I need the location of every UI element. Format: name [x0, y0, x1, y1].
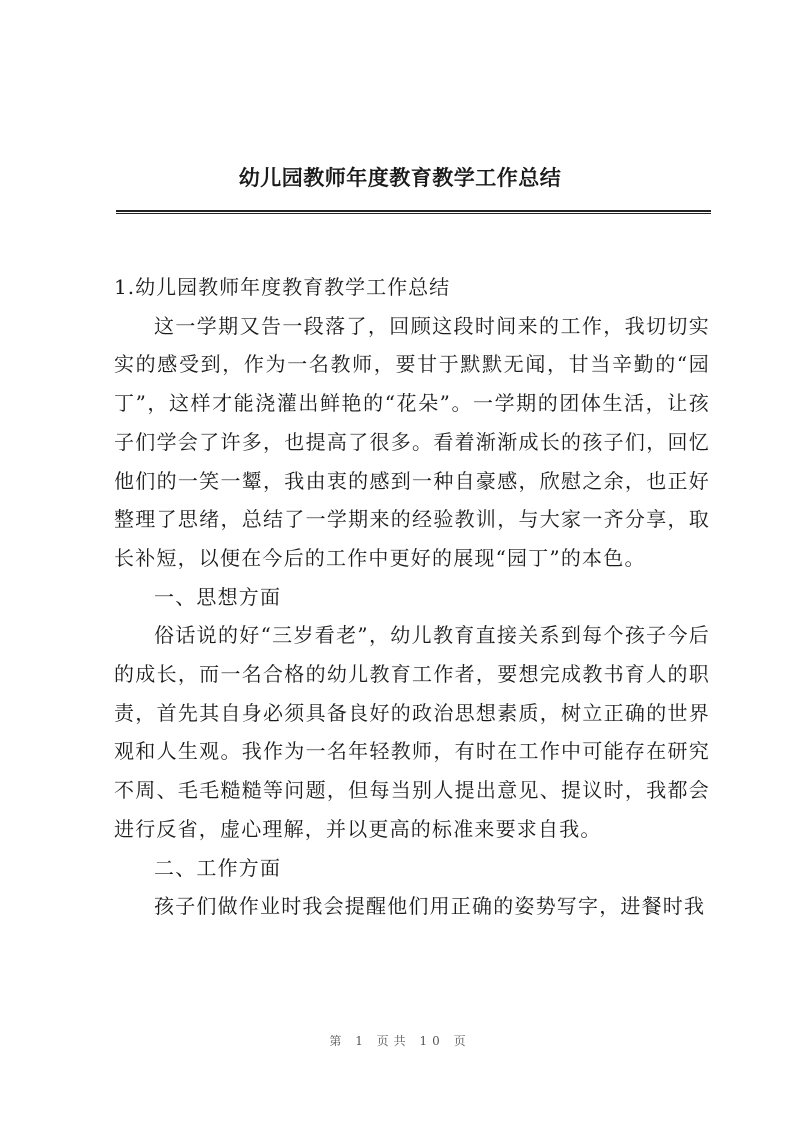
footer-label-page: 第 — [329, 1034, 347, 1048]
footer-label-of-total: 页共 — [376, 1034, 411, 1048]
document-body — [114, 268, 710, 926]
paragraph-intro: 这一学期又告一段落了，回顾这段时间来的工作，我切切实实的感受到，作为一名教师，要甘于默默无闻，甘当辛勤的“园丁”，这样才能浇灌出鲜艳的“花朵”。一学期的团体生活，让孩子们学会了许多，也提高了很多。看着渐渐成长的孩子们，回忆他们的一笑一颦，我由衷的感到一种自豪感，欣慰之余，也正好整理了思绪，总结了一学期来的经验教训，与大家一齐分享，取长补短，以便在今后的工作中更好的展现“园丁”的本色。 — [114, 313, 710, 570]
page-footer — [0, 1032, 800, 1049]
footer-total-pages: 10 — [419, 1034, 445, 1048]
title-divider — [116, 210, 711, 214]
paragraph-work: 孩子们做作业时我会提醒他们用正确的姿势写字，进餐时我 — [154, 894, 706, 919]
paragraph-thought: 俗话说的好“三岁看老”，幼儿教育直接关系到每个孩子今后的成长，而一名合格的幼儿教育工作者，要想完成教书育人的职责，首先其自身必须具备良好的政治思想素质，树立正确的世界观和人生观。我作为一名年轻教师，有时在工作中可能存在研究不周、毛毛糙糙等问题，但每当别人提出意见、提议时，我都会进行反省，虚心理解，并以更高的标准来要求自我。 — [114, 623, 710, 841]
footer-label-page-end: 页 — [453, 1034, 471, 1048]
page-title: 幼儿园教师年度教育教学工作总结 — [238, 166, 562, 190]
section-heading-thought: 一、思想方面 — [154, 584, 282, 609]
footer-current-page: 1 — [355, 1034, 368, 1048]
section-heading-numbered: 1.幼儿园教师年度教育教学工作总结 — [114, 275, 451, 299]
section-heading-work: 二、工作方面 — [154, 855, 282, 880]
